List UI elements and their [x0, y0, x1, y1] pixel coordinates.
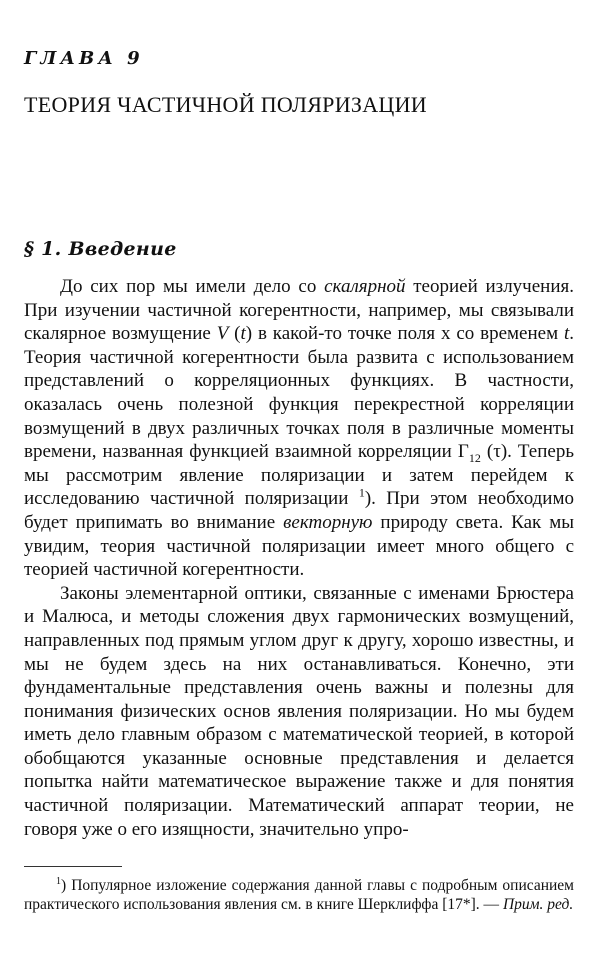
paragraph-1: [24, 275, 574, 582]
p1-text: (: [228, 323, 241, 345]
footnote-text: ) Популярное изложение содержания данной главы с подробным описанием практического использования явления см. в книге Шерклиффа [17*]. —: [24, 877, 574, 913]
p1-emphasis-vector: векторную: [283, 511, 373, 533]
p1-variable-t: t: [240, 323, 246, 345]
section-heading: § 1. Введение: [24, 238, 177, 260]
p1-text: . Теория частичной когерентности была развита с использованием представлений о корреляционных функциях. В частности, оказалась очень полезной функция перекрестной корреляции возмущений в двух различных точках поля в различные моменты времени, названная функцией взаимной корреляции Γ: [24, 323, 575, 463]
p1-text: теорией излучения. При изучении частичной когерентности, например, мы связывали скалярное возмущение: [24, 276, 574, 345]
p1-text: (τ). Теперь мы рассмотрим явление поляризации и затем перейдем к исследованию частичной поляризации: [24, 441, 575, 510]
p1-subscript-12: 12: [468, 450, 481, 465]
footnote-editor-note: Прим. ред.: [502, 896, 574, 913]
p1-text: До сих пор мы имели дело со: [60, 276, 325, 297]
p1-variable-t: t: [563, 323, 570, 345]
chapter-label: ГЛАВА 9: [24, 48, 144, 69]
p1-text: природу света. Как мы увидим, теория частичной поляризации имеет много общего с теорией частичной когерентности.: [24, 511, 575, 581]
p1-text: ) в какой-то точке поля x со временем: [245, 323, 564, 345]
chapter-title: ТЕОРИЯ ЧАСТИЧНОЙ ПОЛЯРИЗАЦИИ: [24, 92, 427, 117]
paragraph-2: Законы элементарной оптики, связанные с именами Брюстера и Малюса, и методы сложения двух гармонических возмущений, направленных под прямым углом друг к другу, хорошо известны, и мы не будем здесь на них останавливаться. Конечно, эти фундаментальные представления очень важны и полезны для понимания физических основ явления поляризации. Но мы будем иметь дело главным образом с математической теорией, в которой обобщаются указанные основные представления и делается попытка найти математическое выражение также и для понятия частичной поляризации. Математический аппарат теории, не говоря уже о его изящности, значительно упро-: [24, 582, 574, 840]
p1-text: ). При этом необходимо будет припимать во внимание: [24, 488, 574, 533]
p1-variable-v: V: [216, 323, 229, 345]
body-text: [24, 275, 574, 841]
footnote-divider: [24, 866, 122, 867]
footnote-mark: 1: [56, 875, 61, 887]
footnote: [24, 876, 574, 914]
p1-emphasis-scalar: скалярной: [324, 276, 406, 297]
footnote-reference[interactable]: 1: [358, 486, 365, 501]
